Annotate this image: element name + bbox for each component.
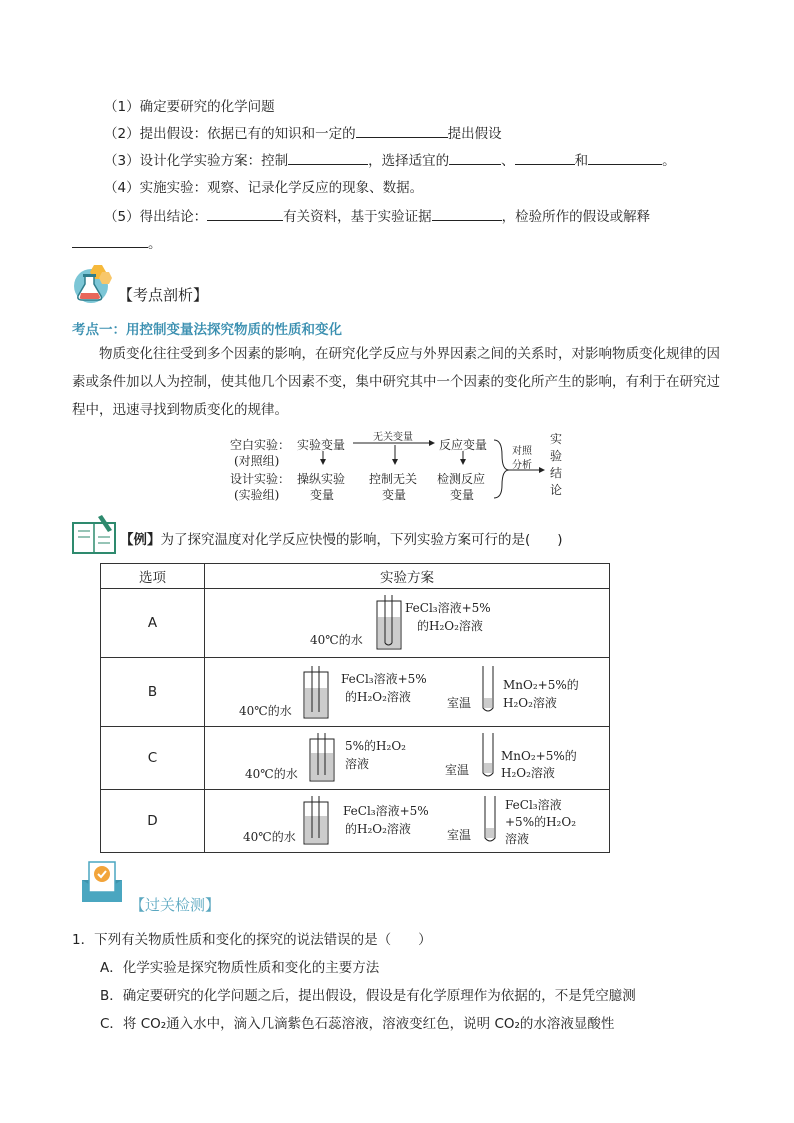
- beaker-icon: [302, 664, 330, 722]
- flow-op-2: 变量: [310, 488, 335, 502]
- flow-conclusion-1: 实: [550, 432, 563, 446]
- option-plan-cell: [205, 790, 610, 853]
- table-row: [101, 589, 610, 658]
- reagent-label: FeCl₃溶液: [505, 798, 562, 812]
- flow-conclusion-4: 论: [550, 483, 563, 497]
- flow-ctrl-1: 控制无关: [369, 472, 418, 486]
- step-5: （5）得出结论： 有关资料，基于实验证据 ，检验所作的假设或解释: [104, 209, 651, 225]
- test-tube-icon: [483, 794, 497, 846]
- blank-line[interactable]: [72, 234, 148, 248]
- blank-line[interactable]: [356, 124, 448, 138]
- blank-line[interactable]: [449, 151, 501, 165]
- blank-line[interactable]: [515, 151, 575, 165]
- water-label: 40℃的水: [310, 633, 363, 647]
- step-1: （1）确定要研究的化学问题: [104, 99, 275, 115]
- blank-line[interactable]: [588, 151, 662, 165]
- flow-design-exp: 设计实验：: [230, 472, 291, 486]
- flow-compare-1: 对照: [512, 446, 532, 457]
- flow-conclusion-2: 验: [550, 449, 563, 463]
- option-plan-cell: [205, 658, 610, 727]
- choice-c[interactable]: C．将 CO₂通入水中，滴入几滴紫色石蕊溶液，溶液变红色，说明 CO₂的水溶液显酸性: [100, 1016, 615, 1032]
- flow-detect-1: 检测反应: [437, 472, 486, 486]
- step-4: （4）实施实验：观察、记录化学反应的现象、数据。: [104, 180, 424, 196]
- step-3: （3）设计化学实验方案：控制 ，选择适宜的 、 和 。: [104, 153, 676, 169]
- step-2: （2）提出假设：依据已有的知识和一定的 提出假设: [104, 126, 502, 142]
- header-option: 选项: [101, 564, 205, 589]
- flow-op-1: 操纵实验: [297, 472, 346, 486]
- blank-line[interactable]: [432, 207, 502, 221]
- option-label[interactable]: C: [101, 727, 205, 790]
- options-table: [100, 563, 610, 853]
- flow-compare-2: 分析: [512, 460, 532, 471]
- option-label[interactable]: D: [101, 790, 205, 853]
- flask-icon: [72, 262, 116, 306]
- choice-a[interactable]: A．化学实验是探究物质性质和变化的主要方法: [100, 960, 380, 976]
- test-tube-icon: [481, 731, 495, 781]
- flow-design-group: (实验组): [234, 488, 280, 502]
- analysis-paragraph: 物质变化往往受到多个因素的影响，在研究化学反应与外界因素之间的关系时，对影响物质变化规律的因素或条件加以人为控制，使其他几个因素不变，集中研究其中一个因素的变化所产生的影响，有利于在研究过程中，迅速寻找到物质变化的规律。: [72, 346, 720, 418]
- reagent-label: 的H₂O₂溶液: [345, 690, 411, 704]
- step-5-cont: 。: [72, 232, 162, 252]
- point-title: 考点一：用控制变量法探究物质的性质和变化: [72, 322, 342, 338]
- check-title: 【过关检测】: [130, 896, 221, 914]
- beaker-icon: [302, 794, 330, 848]
- option-plan-cell: [205, 727, 610, 790]
- flow-blank-group: (对照组): [234, 454, 280, 468]
- beaker-icon: [375, 593, 403, 653]
- blank-line[interactable]: [207, 207, 283, 221]
- reagent-label: FeCl₃溶液+5%: [341, 672, 427, 686]
- reagent-label: MnO₂+5%的: [501, 749, 577, 763]
- choice-b[interactable]: B．确定要研究的化学问题之后，提出假设，假设是有化学原理作为依据的，不是凭空臆测: [100, 988, 636, 1004]
- table-row: [101, 790, 610, 853]
- flow-conclusion-3: 结: [550, 466, 563, 480]
- option-label[interactable]: B: [101, 658, 205, 727]
- flow-var-resp: 反应变量: [439, 438, 488, 452]
- option-plan-cell: [205, 589, 610, 658]
- reagent-label: 溶液: [505, 832, 530, 846]
- room-temp-label: 室温: [445, 763, 470, 777]
- reagent-label: +5%的H₂O₂: [505, 815, 577, 829]
- reagent-label: FeCl₃溶液+5%: [405, 601, 491, 615]
- room-temp-label: 室温: [447, 696, 472, 710]
- reagent-label: 溶液: [345, 757, 370, 771]
- water-label: 40℃的水: [243, 830, 296, 844]
- analysis-title: 【考点剖析】: [118, 286, 209, 304]
- table-row: [101, 658, 610, 727]
- table-header-row: [101, 564, 610, 589]
- beaker-icon: [308, 731, 336, 785]
- reagent-label: H₂O₂溶液: [501, 766, 555, 780]
- reagent-label: 5%的H₂O₂: [345, 739, 406, 753]
- flow-irrelevant: 无关变量: [373, 432, 413, 443]
- reagent-label: 的H₂O₂溶液: [417, 619, 483, 633]
- question-1: 1．下列有关物质性质和变化的探究的说法错误的是（ ）: [72, 932, 432, 948]
- reagent-label: 的H₂O₂溶液: [345, 822, 411, 836]
- flow-ctrl-2: 变量: [382, 488, 407, 502]
- reagent-label: FeCl₃溶液+5%: [343, 804, 429, 818]
- header-plan: 实验方案: [205, 564, 610, 589]
- water-label: 40℃的水: [239, 704, 292, 718]
- flow-blank-exp: 空白实验：: [230, 438, 291, 452]
- flow-var-exp: 实验变量: [297, 438, 346, 452]
- checkmark-badge-icon: [78, 858, 126, 906]
- flow-detect-2: 变量: [450, 488, 475, 502]
- book-pencil-icon: [72, 515, 118, 555]
- room-temp-label: 室温: [447, 828, 472, 842]
- test-tube-icon: [481, 664, 495, 716]
- reagent-label: H₂O₂溶液: [503, 696, 557, 710]
- flowchart: [230, 430, 580, 505]
- water-label: 40℃的水: [245, 767, 298, 781]
- option-label[interactable]: A: [101, 589, 205, 658]
- blank-line[interactable]: [288, 151, 368, 165]
- table-row: [101, 727, 610, 790]
- example-question: 【例】为了探究温度对化学反应快慢的影响，下列实验方案可行的是( ): [120, 532, 563, 548]
- reagent-label: MnO₂+5%的: [503, 678, 579, 692]
